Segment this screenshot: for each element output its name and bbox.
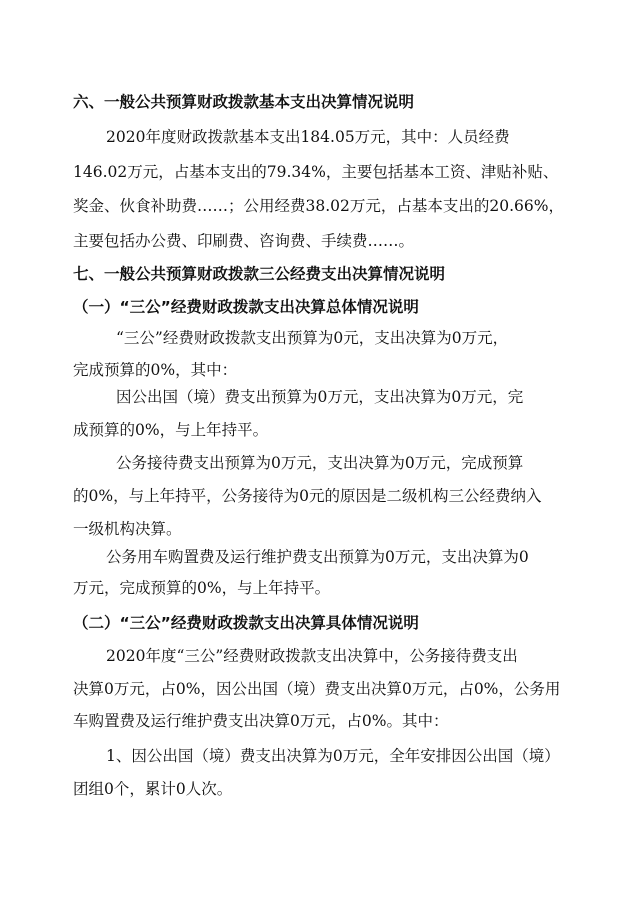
subsection-1-heading: （一）“三公”经费财政拨款支出决算总体情况说明 (73, 298, 419, 316)
section-6-paragraph-line-4: 主要包括办公费、印刷费、咨询费、手续费……。 (73, 232, 415, 250)
sub1-para3-line-3: 一级机构决算。 (73, 520, 182, 538)
sub1-para3-line-1: 公务接待费支出预算为0万元，支出决算为0万元，完成预算 (116, 454, 524, 472)
sub2-para1-line-2: 决算0万元，占0%，因公出国（境）费支出决算0万元，占0%，公务用 (73, 680, 561, 698)
sub1-para4-line-1: 公务用车购置费及运行维护费支出预算为0万元，支出决算为0 (106, 548, 529, 566)
sub1-para3-line-2: 的0%，与上年持平，公务接待为0元的原因是二级机构三公经费纳入 (73, 487, 542, 505)
sub1-para2-line-2: 成预算的0%，与上年持平。 (73, 421, 269, 439)
section-7-heading: 七、一般公共预算财政拨款三公经费支出决算情况说明 (73, 265, 446, 283)
sub1-para1-line-2: 完成预算的0%，其中： (73, 361, 238, 379)
sub1-para1-line-1: “三公”经费财政拨款支出预算为0元，支出决算为0万元， (116, 329, 509, 347)
section-6-heading: 六、一般公共预算财政拨款基本支出决算情况说明 (73, 93, 415, 111)
section-6-paragraph-line-1: 2020年度财政拨款基本支出184.05万元，其中：人员经费 (106, 128, 510, 146)
sub1-para4-line-2: 万元，完成预算的0%，与上年持平。 (73, 579, 331, 597)
sub1-para2-line-1: 因公出国（境）费支出预算为0万元，支出决算为0万元，完 (116, 388, 524, 406)
sub2-para1-line-3: 车购置费及运行维护费支出决算0万元，占0%。其中： (73, 712, 449, 730)
sub2-para2-line-1: 1、因公出国（境）费支出决算为0万元，全年安排因公出国（境） (106, 747, 560, 765)
sub2-para1-line-1: 2020年度“三公”经费财政拨款支出决算中，公务接待费支出 (106, 647, 518, 665)
subsection-2-heading: （二）“三公”经费财政拨款支出决算具体情况说明 (73, 614, 419, 632)
section-6-paragraph-line-2: 146.02万元，占基本支出的79.34%，主要包括基本工资、津贴补贴、 (73, 163, 559, 181)
section-6-paragraph-line-3: 奖金、伙食补助费……；公用经费38.02万元，占基本支出的20.66%， (73, 197, 564, 215)
sub2-para2-line-2: 团组0个，累计0人次。 (73, 780, 233, 798)
